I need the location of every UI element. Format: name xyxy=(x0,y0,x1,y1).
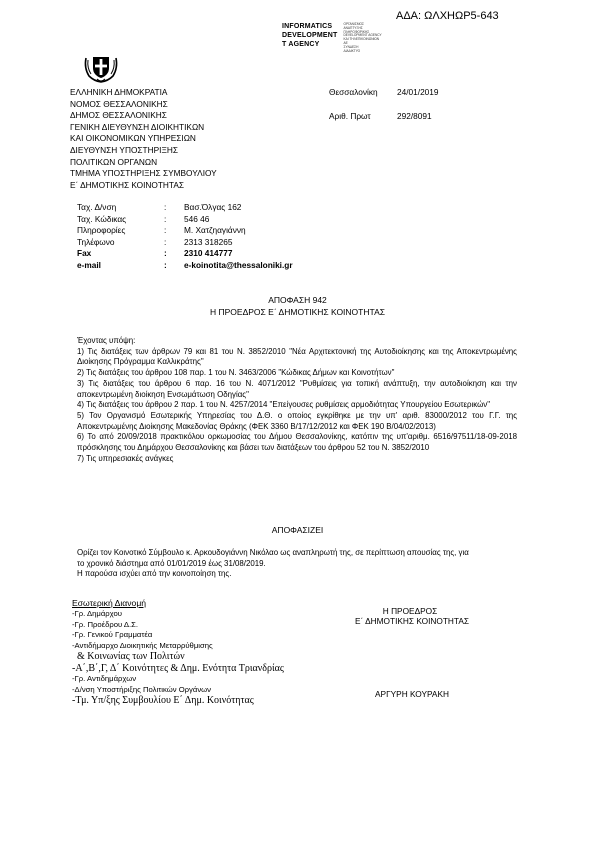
decision-paragraph: Ορίζει τον Κοινοτικό Σύμβουλο κ. Αρκουδογιάννη Νικόλαο ως αναπληρωτή της, σε περίπτωση απουσίας της, για το χρονικό διάστημα από 01/01/2019 έως 31/08/2019. xyxy=(77,548,469,568)
decision-title xyxy=(0,295,595,318)
list-item: -Τμ. Υπ/ξης Συμβουλίου Ε΄ Δημ. Κοινότητας xyxy=(72,695,254,707)
logo-fine-print: ΟΡΓΑΝΙΣΜΟΣ ΑΝΑΠΤΥΞΗΣ ΠΛΗΡΟΦΟΡΙΚΗΣ DEVELOPMENT AGENCY ΚΑΙ ΤΗΛΕΠΙΚΟΙΝΩΝΙΩΝ ΑΕ ΣΥΝΔΕΣΗ ΔΙΑΔΙΚΤΥΟ xyxy=(343,22,382,53)
signature-subtitle: Ε΄ ΔΗΜΟΤΙΚΗΣ ΚΟΙΝΟΤΗΤΑΣ xyxy=(354,616,470,626)
consideration-item: 6) Το από 20/09/2018 πρακτικόλου ορκωμοσίας του Δήμου Θεσσαλονίκης, κατόπιν της υπ'αριθμ. 6516/97511/18-09-2018 πρόσκλησης του Δημάρχου Θεσσαλονίκης και βάσει των διατάξεων του άρθρου 52 του Ν. 3852/2010 xyxy=(77,432,517,453)
list-item: & Κοινωνίας των Πολιτών xyxy=(72,651,185,663)
decision-text xyxy=(77,548,477,580)
contact-phone: Τηλέφωνο : 2313 318265 xyxy=(77,236,233,247)
considerations xyxy=(77,336,517,464)
consideration-item: 3) Τις διατάξεις του άρθρου 6 παρ. 16 του Ν. 4071/2012 "Ρυθμίσεις για τοπική ανάπτυξη, την αυτοδιοίκηση και την αποκεντρωμένη διοίκηση Ενσωμάτωση Οδηγίας" xyxy=(77,378,517,399)
email-address: e-koinotita@thessaloniki.gr xyxy=(184,259,293,270)
signatory-name: ΑΡΓΥΡΗ ΚΟΥΡΑΚΗ xyxy=(375,689,449,699)
considerations-intro: Έχοντας υπόψη: xyxy=(77,336,136,345)
decision-number: ΑΠΟΦΑΣΗ 942 xyxy=(268,295,327,305)
list-item: -Αντιδήμαρχο Διοικητικής Μεταρρύθμισης xyxy=(72,640,213,650)
list-item: -Γρ. Γενικού Γραμματέα xyxy=(72,630,153,640)
protocol-row xyxy=(329,111,439,123)
consideration-item: 2) Τις διατάξεις του άρθρου 108 παρ. 1 του Ν. 3463/2006 "Κώδικας Δήμων και Κοινοτήτων" xyxy=(77,368,395,378)
list-item: -Δ/νση Υποστήριξης Πολιτικών Οργάνων xyxy=(72,684,212,694)
coat-of-arms-icon xyxy=(82,52,120,84)
protocol-label: Αριθ. Πρωτ xyxy=(329,110,371,121)
document-meta xyxy=(329,87,439,122)
list-item: -Γρ. Προέδρου Δ.Σ. xyxy=(72,619,139,629)
contact-email: e-mail : e-koinotita@thessaloniki.gr xyxy=(77,259,293,270)
agency-logo xyxy=(282,22,397,53)
ada-code: ΑΔΑ: ΩΛΧΗΩΡ5-643 xyxy=(396,10,499,22)
distribution-list xyxy=(72,609,284,707)
document-date: 24/01/2019 xyxy=(397,87,439,97)
list-item: -Γρ. Αντιδημάρχων xyxy=(72,674,137,684)
contact-address: Ταχ. Δ/νση : Βασ.Όλγας 162 xyxy=(77,202,242,212)
contact-info-person: Πληροφορίες : Μ. Χατζηαγιάννη xyxy=(77,225,246,236)
issuing-authority: ΕΛΛΗΝΙΚΗ ΔΗΜΟΚΡΑΤΙΑ ΝΟΜΟΣ ΘΕΣΣΑΛΟΝΙΚΗΣ ΔΗΜΟΣ ΘΕΣΣΑΛΟΝΙΚΗΣ ΓΕΝΙΚΗ ΔΙΕΥΘΥΝΣΗ ΔΙΟΙΚΗΤΙΚΩΝ ΚΑΙ ΟΙΚΟΝΟΜΙΚΩΝ ΥΠΗΡΕΣΙΩΝ ΔΙΕΥΘΥΝΣΗ ΥΠΟΣΤΗΡΙΞΗΣ ΠΟΛΙΤΙΚΩΝ ΟΡΓΑΝΩΝ ΤΜΗΜΑ ΥΠΟΣΤΗΡΙΞΗΣ ΣΥΜΒΟΥΛΙΟΥ Ε΄ ΔΗΜΟΤΙΚΗΣ ΚΟΙΝΟΤΗΤΑΣ xyxy=(70,87,217,190)
date-row xyxy=(329,87,439,99)
contact-fax: Fax : 2310 414777 xyxy=(77,248,233,259)
list-item: -Α΄,Β΄,Γ, Δ΄ Κοινότητες & Δημ. Ενότητα Τριανδρίας xyxy=(72,662,284,674)
contact-details xyxy=(77,202,293,272)
place-label: Θεσσαλονίκη xyxy=(329,87,378,97)
validity-note: Η παρούσα ισχύει από την κοινοποίηση της. xyxy=(77,569,232,579)
consideration-item: 5) Τον Οργανισμό Εσωτερικής Υπηρεσίας του Δ.Θ. ο οποίος εγκρίθηκε με την υπ' αριθ. 83000/2012 του Γ.Γ. της Αποκεντρωμένης Διοίκησης Μακεδονίας Θράκης (ΦΕΚ 3360 Β/17/12/2012 και ΦΕΚ 190 Β/04/02/2013) xyxy=(77,410,517,431)
logo-words: INFORMATICS DEVELOPMENT T AGENCY xyxy=(282,23,338,48)
decision-issuer: Η ΠΡΟΕΔΡΟΣ Ε΄ ΔΗΜΟΤΙΚΗΣ ΚΟΙΝΟΤΗΤΑΣ xyxy=(210,306,385,317)
consideration-item: 7) Τις υπηρεσιακές ανάγκες xyxy=(77,453,174,463)
contact-postcode: Ταχ. Κώδικας : 546 46 xyxy=(77,213,210,224)
decides-heading: ΑΠΟΦΑΣΙΖΕΙ xyxy=(271,525,324,535)
signature-title: Η ΠΡΟΕΔΡΟΣ xyxy=(382,606,438,616)
list-item: -Γρ. Δημάρχου xyxy=(72,609,122,618)
consideration-item: 4) Τις διατάξεις του άρθρου 2 παρ. 1 του Ν. 4257/2014 "Επείγουσες ρυθμίσεις αρμοδιότητας Υπουργείου Εσωτερικών" xyxy=(77,400,491,410)
protocol-number: 292/8091 xyxy=(397,110,432,121)
consideration-item: 1) Τις διατάξεις των άρθρων 79 και 81 του Ν. 3852/2010 "Νέα Αρχιτεκτονική της Αυτοδιοίκησης και της Αποκεντρωμένης Διοίκησης Πρόγραμμα Καλλικράτης" xyxy=(77,346,517,367)
distribution-title: Εσωτερική Διανομή xyxy=(72,598,147,608)
